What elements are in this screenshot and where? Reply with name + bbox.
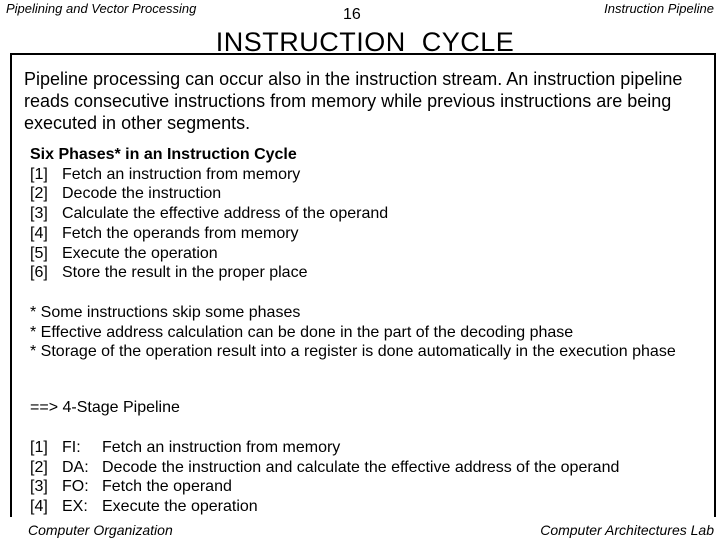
item-number: [1] bbox=[30, 165, 48, 183]
list-item bbox=[30, 244, 388, 264]
item-text: Fetch the operands from memory bbox=[62, 224, 299, 242]
item-text: Store the result in the proper place bbox=[62, 264, 308, 282]
list-item bbox=[30, 438, 619, 458]
list-item bbox=[30, 477, 619, 497]
item-number: [5] bbox=[30, 244, 48, 262]
item-text: Fetch the operand bbox=[102, 478, 232, 496]
item-text: Fetch an instruction from memory bbox=[102, 439, 341, 456]
item-number: [4] bbox=[30, 224, 48, 242]
item-text: Decode the instruction bbox=[62, 185, 222, 203]
list-item bbox=[30, 184, 388, 204]
footer-right: Computer Architectures Lab bbox=[540, 522, 714, 538]
pipeline-heading: ==> 4-Stage Pipeline bbox=[30, 399, 180, 416]
list-item bbox=[30, 204, 388, 224]
item-number: [4] bbox=[30, 498, 48, 516]
note: * Some instructions skip some phases bbox=[30, 304, 301, 321]
notes bbox=[30, 303, 714, 362]
item-number: [6] bbox=[30, 264, 48, 282]
stage-abbr: DA: bbox=[62, 458, 89, 476]
item-text: Execute the operation bbox=[102, 498, 258, 516]
item-number: [3] bbox=[30, 205, 48, 223]
list-item bbox=[30, 263, 388, 283]
item-number: [2] bbox=[30, 185, 48, 203]
item-text: Decode the instruction and calculate the effective address of the operand bbox=[102, 458, 620, 476]
list-item bbox=[30, 224, 388, 244]
item-text: Calculate the effective address of the operand bbox=[62, 205, 389, 223]
phase-list bbox=[30, 145, 388, 283]
note: * Effective address calculation can be done in the part of the decoding phase bbox=[30, 323, 574, 341]
item-number: [3] bbox=[30, 478, 48, 496]
list-item bbox=[30, 458, 619, 478]
item-text: Execute the operation bbox=[62, 244, 218, 262]
header-right: Instruction Pipeline bbox=[604, 1, 714, 16]
stage-list bbox=[30, 438, 619, 517]
footer-left: Computer Organization bbox=[28, 522, 173, 538]
stage-abbr: FO: bbox=[62, 478, 89, 496]
slide-title: INSTRUCTION CYCLE bbox=[215, 27, 515, 57]
header-left: Pipelining and Vector Processing bbox=[6, 1, 197, 16]
list-item bbox=[30, 497, 619, 517]
intro-paragraph: Pipeline processing can occur also in the instruction stream. An instruction pipeline reads consecutive instructions from memory while previous instructions are being executed in other segments. bbox=[24, 69, 683, 133]
stage-abbr: EX: bbox=[62, 498, 88, 516]
item-text: Fetch an instruction from memory bbox=[62, 165, 301, 183]
note: * Storage of the operation result into a register is done automatically in the execution phase bbox=[30, 343, 676, 361]
page-number: 16 bbox=[343, 6, 361, 23]
list-item bbox=[30, 165, 388, 185]
stage-abbr: FI: bbox=[62, 439, 81, 456]
phase-heading: Six Phases* in an Instruction Cycle bbox=[30, 146, 297, 163]
item-number: [2] bbox=[30, 458, 48, 476]
item-number: [1] bbox=[30, 439, 48, 456]
